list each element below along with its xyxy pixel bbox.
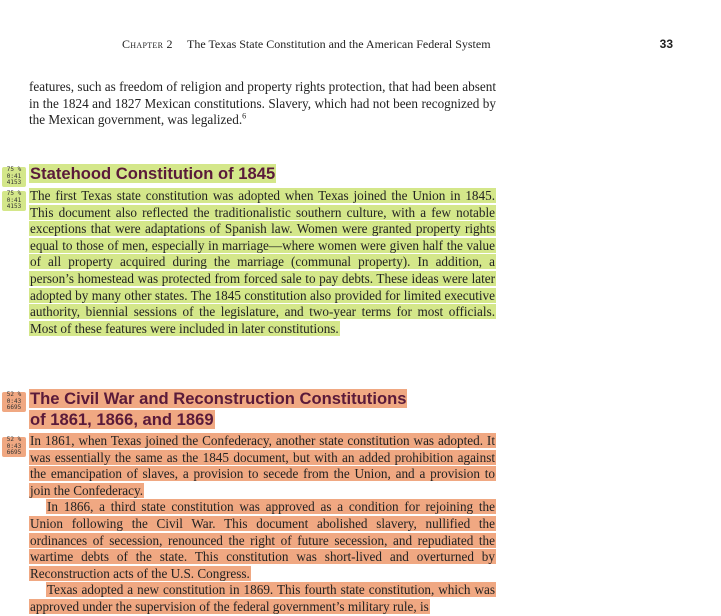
- running-header: [0, 37, 721, 55]
- intro-text: features, such as freedom of religion and property rights protection, that had been absent in the 1824 and 1827 Mexican constitutions. Slavery, which had not been recognized by the Mexican government, was legalized.: [29, 79, 496, 128]
- reading-stat-badge: 75 % 0:41 4153: [2, 191, 26, 211]
- chapter-label: Chapter 2: [122, 37, 173, 51]
- paragraph-1861: In 1861, when Texas joined the Confederacy, another state constitution was adopted. It was essentially the same as the 1845 document, but with an added prohibition against the emancipation of slaves, a provision to secede from the Union, and a provision to join the Confederacy.: [30, 433, 495, 498]
- intro-paragraph: [29, 79, 496, 129]
- reading-stat-badge: 52 % 0:43 6695: [2, 392, 26, 412]
- section-heading-civil-war: The Civil War and Reconstruction Constitutions of 1861, 1866, and 1869: [30, 389, 407, 429]
- footnote-marker: 6: [242, 111, 247, 121]
- reading-stat-badge: 75 % 0:41 4153: [2, 167, 26, 187]
- section-paragraph-statehood: The first Texas state constitution was adopted when Texas joined the Union in 1845. This document also reflected the traditionalistic southern culture, with a few notable exceptions that were adaptations of Spanish law. Women were granted property rights equal to those of men, especially in marriage—where women were given half the value of all property acquired during the marriage (communal property). In addition, a person’s homestead was protected from forced sale to pay debts. These ideas were later adopted by many other states. The 1845 constitution also provided for limited executive authority, biennial sessions of the legislature, and two-year terms for most officials. Most of these features were included in later constitutions.: [30, 188, 495, 336]
- page-number: 33: [659, 37, 673, 51]
- running-title: The Texas State Constitution and the American Federal System: [187, 37, 491, 51]
- section-heading-statehood: Statehood Constitution of 1845: [30, 164, 276, 183]
- reading-stat-badge: 52 % 0:43 6695: [2, 437, 26, 457]
- section-paragraphs-civil-war: [29, 433, 496, 616]
- paragraph-1866: In 1866, a third state constitution was approved as a condition for rejoining the Union following the Civil War. This document abolished slavery, nullified the ordinances of secession, renounced the right of future secession, and repudiated the wartime debts of the state. This constitution was short-lived and overturned by Reconstruction acts of the U.S. Congress.: [30, 499, 495, 581]
- paragraph-1869: Texas adopted a new constitution in 1869. This fourth state constitution, which was approved under the supervision of the federal government’s military rule, is: [30, 582, 495, 614]
